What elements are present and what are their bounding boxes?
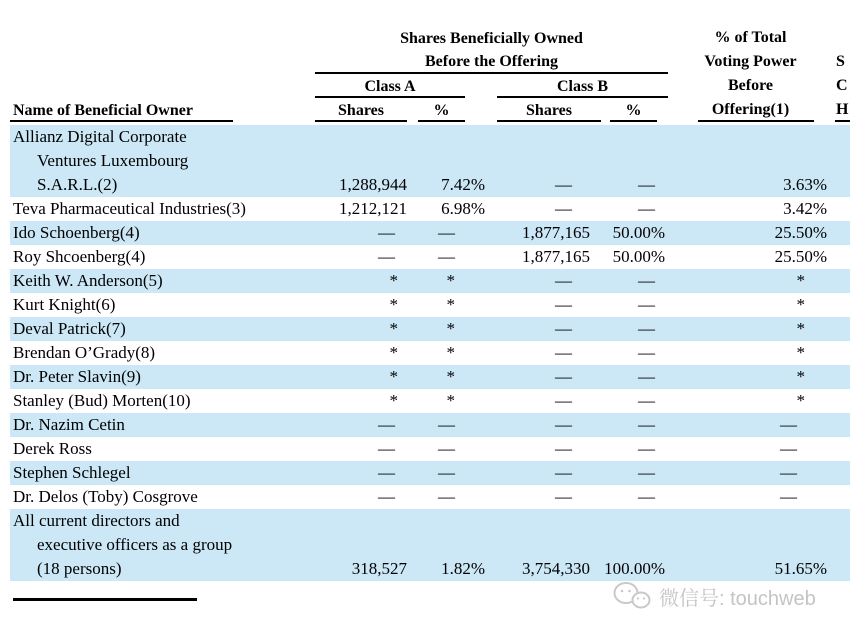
class-b-pct-value: — [638,463,655,482]
cut-column-line1: S [836,53,845,70]
class-b-pct-value: 50.00% [612,223,665,242]
class-b-pct-value: 100.00% [604,559,665,578]
class-b-pct-value: — [638,367,655,386]
class-b-shares-value: 3,754,330 [522,559,590,578]
beneficial-owner-name [10,245,297,269]
class-b-shares-header: Shares [526,102,572,119]
beneficial-owner-name [10,485,297,509]
class-a-shares-header: Shares [338,102,384,119]
voting-power-value: 25.50% [774,223,827,242]
class-b-pct-value: — [638,271,655,290]
beneficial-owner-name-line: Kurt Knight(6) [13,295,116,314]
beneficial-owner-name [10,461,297,485]
class-b-shares-value: — [555,463,572,482]
class-b-pct-value: — [638,343,655,362]
class-a-shares-value: * [389,367,398,386]
voting-power-value: 3.63% [783,175,827,194]
class-a-shares-value: * [389,391,398,410]
beneficial-owner-name-line: Keith W. Anderson(5) [13,271,163,290]
class-a-shares-value: — [378,487,395,506]
table-row [10,413,850,437]
rule-b-pct [610,120,657,122]
class-a-pct-value: — [438,247,455,266]
class-b-shares-value: — [555,487,572,506]
voting-power-value: * [796,367,805,386]
beneficial-owner-name-line: Ido Schoenberg(4) [13,223,140,242]
beneficial-owner-name-line: Teva Pharmaceutical Industries(3) [13,199,246,218]
class-a-pct-value: * [446,367,455,386]
class-b-header: Class B [556,78,609,95]
voting-power-line2: Voting Power [704,53,797,70]
beneficial-owner-name-line: (18 persons) [37,559,122,578]
cut-column-line3: H [836,101,849,118]
table-row [10,293,850,317]
class-a-pct-value: — [438,463,455,482]
class-b-shares-value: — [555,391,572,410]
beneficial-owner-name [10,437,297,461]
beneficial-owner-name [10,341,297,365]
class-b-shares-value: — [555,415,572,434]
beneficial-owner-name [10,269,297,293]
class-b-pct-value: — [638,175,655,194]
class-a-pct-value: — [438,223,455,242]
beneficial-owner-name [10,509,297,581]
beneficial-owner-name-line: S.A.R.L.(2) [37,175,118,194]
class-b-pct-value: — [638,439,655,458]
class-a-shares-value: * [389,343,398,362]
voting-power-value: * [796,271,805,290]
voting-power-line4: Offering(1) [711,101,790,118]
name-column-header: Name of Beneficial Owner [13,102,193,119]
class-a-shares-value: — [378,415,395,434]
group-header-shares-owned [315,27,668,73]
class-b-shares-value: — [555,439,572,458]
voting-power-value: 25.50% [774,247,827,266]
voting-power-value: * [796,391,805,410]
class-a-pct-value: * [446,271,455,290]
class-a-pct-value: — [438,487,455,506]
class-b-pct-header: % [625,102,642,119]
voting-power-value: * [796,295,805,314]
table-row [10,197,850,221]
voting-power-value: 3.42% [783,199,827,218]
cut-column-line2: C [836,77,848,94]
voting-power-line1: % of Total [714,29,787,46]
class-a-pct-value: — [438,415,455,434]
rule-class-a [315,96,465,98]
class-a-pct-value: 7.42% [441,175,485,194]
class-a-shares-value: 318,527 [351,559,407,578]
rule-a-shares [315,120,407,122]
class-b-pct-value: — [638,391,655,410]
rule-b-shares [497,120,601,122]
table-row [10,245,850,269]
class-a-pct-value: 1.82% [441,559,485,578]
rule-group-header [315,72,668,74]
beneficial-owner-name [10,365,297,389]
beneficial-owner-name-line: Ventures Luxembourg [37,151,189,170]
beneficial-owner-name-line: Stephen Schlegel [13,463,131,482]
class-a-shares-value: * [389,319,398,338]
cut-column-header [836,50,850,122]
class-b-pct-value: — [638,295,655,314]
class-a-shares-value: * [389,271,398,290]
class-b-shares-value: — [555,367,572,386]
voting-power-header [683,26,818,122]
beneficial-owner-name [10,389,297,413]
beneficial-owner-name-line: Allianz Digital Corporate [13,127,187,146]
class-a-shares-value: — [378,247,395,266]
class-b-shares-value: — [555,175,572,194]
beneficial-owner-name-line: Brendan O’Grady(8) [13,343,156,362]
class-b-shares-value: — [555,343,572,362]
beneficial-owner-name-line: Dr. Peter Slavin(9) [13,367,141,386]
watermark-text: 微信号: touchweb [659,587,816,610]
rule-class-b [497,96,668,98]
footnote-separator-rule [13,598,197,601]
beneficial-owner-name-line: Stanley (Bud) Morten(10) [13,391,191,410]
beneficial-owner-name [10,293,297,317]
rule-cut-column [835,120,850,122]
voting-power-value: — [780,463,797,482]
group-header-line1: Shares Beneficially Owned [400,30,583,47]
class-a-pct-value: * [446,391,455,410]
table-row [10,389,850,413]
beneficial-owner-name-line: Derek Ross [13,439,92,458]
class-a-shares-value: — [378,463,395,482]
class-b-shares-value: 1,877,165 [522,223,590,242]
table-row [10,221,850,245]
table-row [10,365,850,389]
voting-power-value: — [780,439,797,458]
beneficial-owner-name [10,125,297,197]
class-a-pct-value: * [446,319,455,338]
class-b-shares-value: — [555,319,572,338]
voting-power-value: — [780,487,797,506]
voting-power-value: — [780,415,797,434]
watermark [612,580,816,612]
beneficial-owner-name [10,197,297,221]
class-b-pct-value: — [638,487,655,506]
beneficial-owner-name-line: Dr. Nazim Cetin [13,415,125,434]
voting-power-line3: Before [727,77,773,94]
class-a-pct-value: — [438,439,455,458]
class-b-shares-value: 1,877,165 [522,247,590,266]
class-a-shares-value: — [378,439,395,458]
table-row [10,341,850,365]
voting-power-value: 51.65% [774,559,827,578]
class-b-shares-value: — [555,199,572,218]
class-a-shares-value: * [389,295,398,314]
table-body [10,125,850,581]
voting-power-value: * [796,343,805,362]
class-b-pct-value: — [638,319,655,338]
class-a-shares-value: — [378,223,395,242]
class-a-header: Class A [364,78,416,95]
table-row [10,437,850,461]
table-row [10,461,850,485]
table-row [10,317,850,341]
table-row [10,125,850,197]
class-b-pct-value: — [638,415,655,434]
rule-name-column [10,120,233,122]
class-a-pct-header: % [433,102,450,119]
table-row [10,509,850,581]
beneficial-owner-name-line: Roy Shcoenberg(4) [13,247,146,266]
beneficial-owner-name [10,221,297,245]
class-a-pct-value: * [446,295,455,314]
table-row [10,485,850,509]
table-row [10,269,850,293]
class-b-shares-value: — [555,295,572,314]
beneficial-owner-name-line: executive officers as a group [37,535,233,554]
beneficial-owner-name-line: Dr. Delos (Toby) Cosgrove [13,487,198,506]
class-b-shares-value: — [555,271,572,290]
class-a-pct-value: * [446,343,455,362]
class-b-pct-value: 50.00% [612,247,665,266]
beneficial-owner-name-line: Deval Patrick(7) [13,319,126,338]
class-a-pct-value: 6.98% [441,199,485,218]
group-header-line2: Before the Offering [425,53,558,70]
beneficial-owner-name [10,317,297,341]
voting-power-value: * [796,319,805,338]
beneficial-owner-name [10,413,297,437]
class-b-pct-value: — [638,199,655,218]
class-a-shares-value: 1,212,121 [339,199,407,218]
class-a-shares-value: 1,288,944 [339,175,407,194]
rule-a-pct [418,120,465,122]
wechat-logo-icon [612,580,652,612]
beneficial-owner-name-line: All current directors and [13,511,180,530]
rule-voting-power [698,120,814,122]
